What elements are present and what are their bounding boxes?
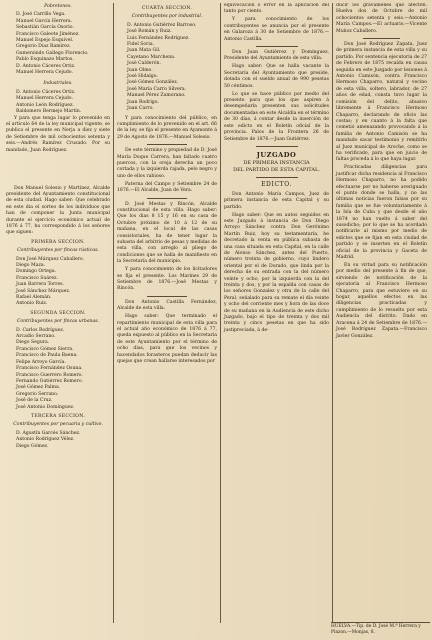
- paragraph: ducir los gravámenes que afecten. Huelva dos de Octubre de mil ochocientos setenta y seis.—Antonio María Campos.—El actuario.—Vicente Muñoz Caballero.: [336, 3, 427, 34]
- name-line: D. Carlos Rodríguez.: [16, 327, 65, 333]
- name-line: José Antonio Domínguez.: [16, 404, 75, 410]
- name-line: Diego Gómez.: [16, 443, 49, 449]
- name-line: José Román y Ruiz.: [127, 29, 172, 35]
- heading-industriales: Industriales.: [43, 81, 73, 87]
- name-line: Juan Rodrigo.: [127, 99, 159, 105]
- name-line: Antonio Rodríguez Vélez.: [16, 437, 75, 443]
- name-line: Arcadio Serrano.: [16, 334, 56, 340]
- name-line: Manuel Espejo Esquivel.: [16, 38, 74, 44]
- divider: [256, 177, 298, 178]
- name-line: Juan Mata Gil.: [127, 48, 161, 54]
- section-subtitle: DE PRIMERA INSTANCIA: [243, 159, 310, 166]
- paragraph: Don Antonio Castilla Fernández, Alcalde de esta villa.: [117, 299, 217, 312]
- paragraph: Don Antonio María Campos, Juez de primera instancia de esta Capital y su partido.: [224, 191, 329, 210]
- name-line: Francisco Guerrero Romero.: [16, 372, 83, 378]
- divider: [363, 38, 399, 39]
- name-line: Francisco Suárez.: [16, 275, 58, 281]
- name-line: José Hidalgo.: [127, 74, 158, 80]
- name-line: Juan Barrera Torres.: [16, 282, 64, 288]
- paragraph: equivocación ó error en la aplicación del tanto por ciento.: [224, 3, 329, 15]
- name-line: Baldomero Bermejo Martín.: [16, 109, 82, 115]
- section-heading: PRIMERA SECCION.: [31, 239, 85, 245]
- section-subtitle: DEL PARTIDO DE ESTA CAPITAL.: [233, 167, 320, 174]
- divider: [256, 146, 298, 147]
- subheading: Contribuyentes por pecuaria y cultivo.: [13, 422, 103, 428]
- name-line: Diego Maza.: [16, 263, 46, 268]
- paragraph: Paterna del Campo y Setiembre 24 de 1876.—El Alcalde, Juan de Vera.: [117, 181, 217, 194]
- paragraph: Hago saber: Que terminado el repartimiento municipal de esta villa para el actual año económico de 1876 á 77, queda expuesto al público en la Secretaría de este Ayuntamiento por el término de ocho dias, para que los vecinos y hacendados forasteros puedan deducir las quejas que crean hallarse interesados por: [117, 314, 217, 365]
- name-line: D. Agustín Garcés Sánchez.: [16, 430, 81, 436]
- name-line: José Sánchez Márquez.: [16, 288, 71, 294]
- paragraph: Hago saber: Que se halla vacante la Secretaría del Ayuntamiento que preside, dotada con el sueldo anual de 990 pesetas 50 céntimos.: [224, 64, 329, 89]
- paragraph: De este término y propiedad de D. José María Duque Carrera, han faltado cuatro puercos, con la oreja derecha un poco cortada y la izquierda rajada, pelo negro y uno de ellos rabioso.: [117, 148, 217, 179]
- section-heading: CUARTA SECCION.: [141, 6, 193, 11]
- name-line: Gumersindo Gallego Florencio.: [16, 50, 89, 56]
- name-line: José María Carro Silvera.: [127, 86, 187, 92]
- paragraph: Y para conocimiento del público, en cumplimiento de lo prevenido en el art. 66 de la ley, se fija el presente en Ayamonte á 29 de Agosto de 1876.—Manuel Solesio.: [117, 115, 217, 140]
- name-line: Rafael Alemán.: [16, 295, 52, 301]
- printer-imprint: HUELVA.—Tip. de D. José M.ª Herrera y Pinzon.—Monjas, 8.: [331, 622, 430, 636]
- paragraph: En su virtud para su notificación por medio del presente á fin de que, sirviendo de notificación de la ejecutoria al Francisco Hermoso Chaparro, para que estuviere en su hogar, aquellos efectos en las diligencias practicadas y cumplimiento de lo resuelto por esta Audiencia del distrito. Dado en Aracena á 24 de Setiembre de 1876.—José Rodríguez Zapata.—Francisco Javier González.: [336, 263, 427, 339]
- paragraph: Don José Rodríguez Zapata, Juez de primera instancia de esta villa y su partido. Por sentencia ejecutoria de 27 de Febrero de 1875 recaída en causa seguida en este Juzgado por lesiones á Antonio Camisón, contra Francisco Hermoso Chaparro, natural y vecino de esta villa, soltero, labrador, de 27 años de edad, consta tuvo lugar la comisión del delito, abusivo libremente á Francisco Hermoso Chaparro, declarando de oficio las costas; y en cuanto á la falta que cometió amenazando provocando á la familia de Antonio Camisón se ha mandado sacar testimonio y remitirlo al Juez municipal de Aroche, como se ha verificado, para que en juicio de faltas proceda á lo que haya lugar.: [336, 42, 427, 163]
- name-line: D. José Carrillo Vega.: [16, 12, 66, 18]
- name-line: José de la Cruz.: [16, 398, 53, 404]
- name-line: Manuel Herrera Cejudo.: [16, 70, 73, 76]
- name-line: Domingo Ortega.: [16, 269, 57, 275]
- name-line: Francisco Galeote Jiménez.: [16, 31, 80, 37]
- name-line: Diego Segura.: [16, 340, 50, 346]
- section-heading: SEGUNDA SECCION.: [30, 310, 86, 316]
- name-line: José Gómez Palma.: [16, 385, 61, 391]
- paragraph: Lo que se hace público por medio del presente para que los que aspiren á desempeñarla presenten sus solicitudes documentadas en este Alcaldía en el término de 30 días, á contar desde la inserción de este edicto en el Boletín oficial de la provincia. Palos de la Frontera 26 de Setiembre de 1876.—Juan Gutiérrez.: [224, 91, 329, 142]
- name-line: Fidel Soria.: [127, 42, 155, 48]
- divider: [147, 296, 187, 297]
- paragraph: Don Juan Gutiérrez y Domínguez, Presidente del Ayuntamiento de esta villa.: [224, 50, 329, 62]
- name-line: Francisco Fernández Osuna.: [16, 366, 83, 372]
- name-line: Gregorio Díaz Ramírez.: [16, 44, 71, 50]
- name-line: Felipe Arroyo García.: [16, 359, 66, 365]
- paragraph: D. José Mestas y Rincón, Alcalde constitucional de esta villa. Hago saber: Que los dias 8 15 y 16 en su casa de Octubre próximo de 10 á 12 de su mañana, en el local de las casas consistoriales, ha de tener lugar la subasta del arbitrio de pesas y medidas de esta villa, con arreglo al pliego de condiciones que se halla de manifiesto en la Secretaría del municipio.: [117, 201, 217, 265]
- name-line: José Gómez González.: [127, 80, 179, 86]
- column-4: [332, 3, 430, 623]
- name-line: Don José Márquez Caballero.: [16, 256, 85, 262]
- divider: [147, 198, 187, 199]
- column-1: [3, 3, 113, 623]
- divider: [256, 46, 298, 47]
- name-line: Fernando Gutiérrez Romero.: [16, 378, 83, 384]
- divider: [147, 144, 187, 145]
- name-line: Francisco de Paula Baena.: [16, 353, 78, 359]
- name-line: Antonio Ruiz.: [16, 301, 48, 307]
- name-line: Sebastián García Osorio.: [16, 25, 74, 31]
- name-line: José Calderón.: [127, 61, 161, 67]
- paragraph: Practicadas diligencias para justificar dicha residencia al Francisco Hermoso Chaparro, no ha podido efectuarse por no haberse averiguado el punto donde se halla, y no las últimas noticias fueron falsas por su familia que se fue voluntariamente á la Isla de Cuba y que desde el año 1874 no han vuelto á saber del susodicho; por lo que se ha acordado notificarle al mismo por medio de edictos que se fijan en esta ciudad de partido y se inserten en el Boletín oficial de la provincia y Gaceta de Madrid.: [336, 165, 427, 261]
- name-line: Manuel Pérez Zamorano.: [127, 93, 186, 99]
- name-line: Cayetano Marchena.: [127, 54, 176, 60]
- subheading: Contribuyentes por industrial.: [131, 14, 203, 20]
- name-line: Gregorio Serrano.: [16, 391, 59, 397]
- subheading: Contribuyentes por fincas urbanas.: [16, 319, 100, 325]
- name-line: Antonio León Rodríguez.: [16, 102, 74, 108]
- paragraph: Y para que tenga lugar lo prevenido en el artículo 64 de la ley municipal vigente, se publica el presente en Nerja a diez y siete de Setiembre de mil ochocientos setenta y seis.—Andrés Ramírez Crusado. Por su mandado, Juan Rodríguez.: [6, 115, 110, 153]
- paragraph: Y para conocimiento de los contribuyentes se anuncia por el presente en Galaroza á 30 de Setiembre de 1876.—Antonio Castilla.: [224, 17, 329, 42]
- name-line: Juan Carro.: [127, 106, 154, 112]
- name-line: D. Antonio Cáceres Ortiz.: [16, 89, 76, 95]
- heading-pobretones: Pobretones.: [44, 4, 72, 9]
- name-line: D. Antonio Gutiérrez Barroso.: [127, 22, 197, 28]
- name-line: Juan Olmo.: [127, 67, 153, 73]
- section-title-juzgado: JUZGADO: [256, 150, 297, 159]
- paragraph: Hago saber: Que en autos seguidos en este Juzgado á instancia de Don Diego Arroyo Sánchez contra Don Gerónimo Martín Ruiz, hoy su testamentaría, he decretado la venta en pública subasta de una casa situada en esta Capital, en la calle de Alonso Sánchez, antes del Puerto, número treinta de gobierno, cuyo lindero oriental por el de Dorado, que linda por la derecha de su entrada con la del número veinte y ocho, por la izquierda con la del treinta y dos, y por la espalda con casas de los señores Gonzalez y otra de la calle del Peral, señalado para su remate el día veinte y ocho del corriente mes y hora de las doce de su mañana en la Audiencia de este dicho Juzgado, bajo el tipo de treinta y dos mil treinta y cinco pesetas en que ha sido justipreciada, á de-: [224, 212, 329, 333]
- paragraph: Don Manuel Solesio y Martínez, Alcalde presidente del Ayuntamiento constitucional de esta ciudad. Hago saber: Que celebrado en este dia el sorteo de los individuos que han de componer la Junta municipal durante el ejercicio económico actual de 1876 á 77, ha correspondido á los señores que siguen:: [6, 185, 110, 236]
- subheading: Contribuyentes por fincas rústicas.: [17, 248, 99, 254]
- name-line: D. Antonio Cáceres Ortiz.: [16, 63, 76, 69]
- section-heading: TERCERA SECCION.: [30, 413, 86, 419]
- edict-title: EDICTO.: [261, 180, 292, 188]
- paragraph: Y para conocimiento de los licitadores se fija el presente. Los Marines 29 de Setiembre de 1876.—José Mestas y Rincón.: [117, 267, 217, 292]
- name-line: Pablo Esquinazo Martos.: [16, 57, 74, 63]
- name-line: Manuel García Herrera.: [16, 18, 73, 24]
- name-line: Luis Fernández Rodríguez.: [127, 35, 190, 41]
- name-line: Manuel Herrera Cejudo.: [16, 96, 73, 102]
- name-line: Francisco Gómez Sierra.: [16, 346, 74, 352]
- column-3: [220, 3, 332, 623]
- column-2: [113, 3, 220, 623]
- columns: [3, 3, 430, 623]
